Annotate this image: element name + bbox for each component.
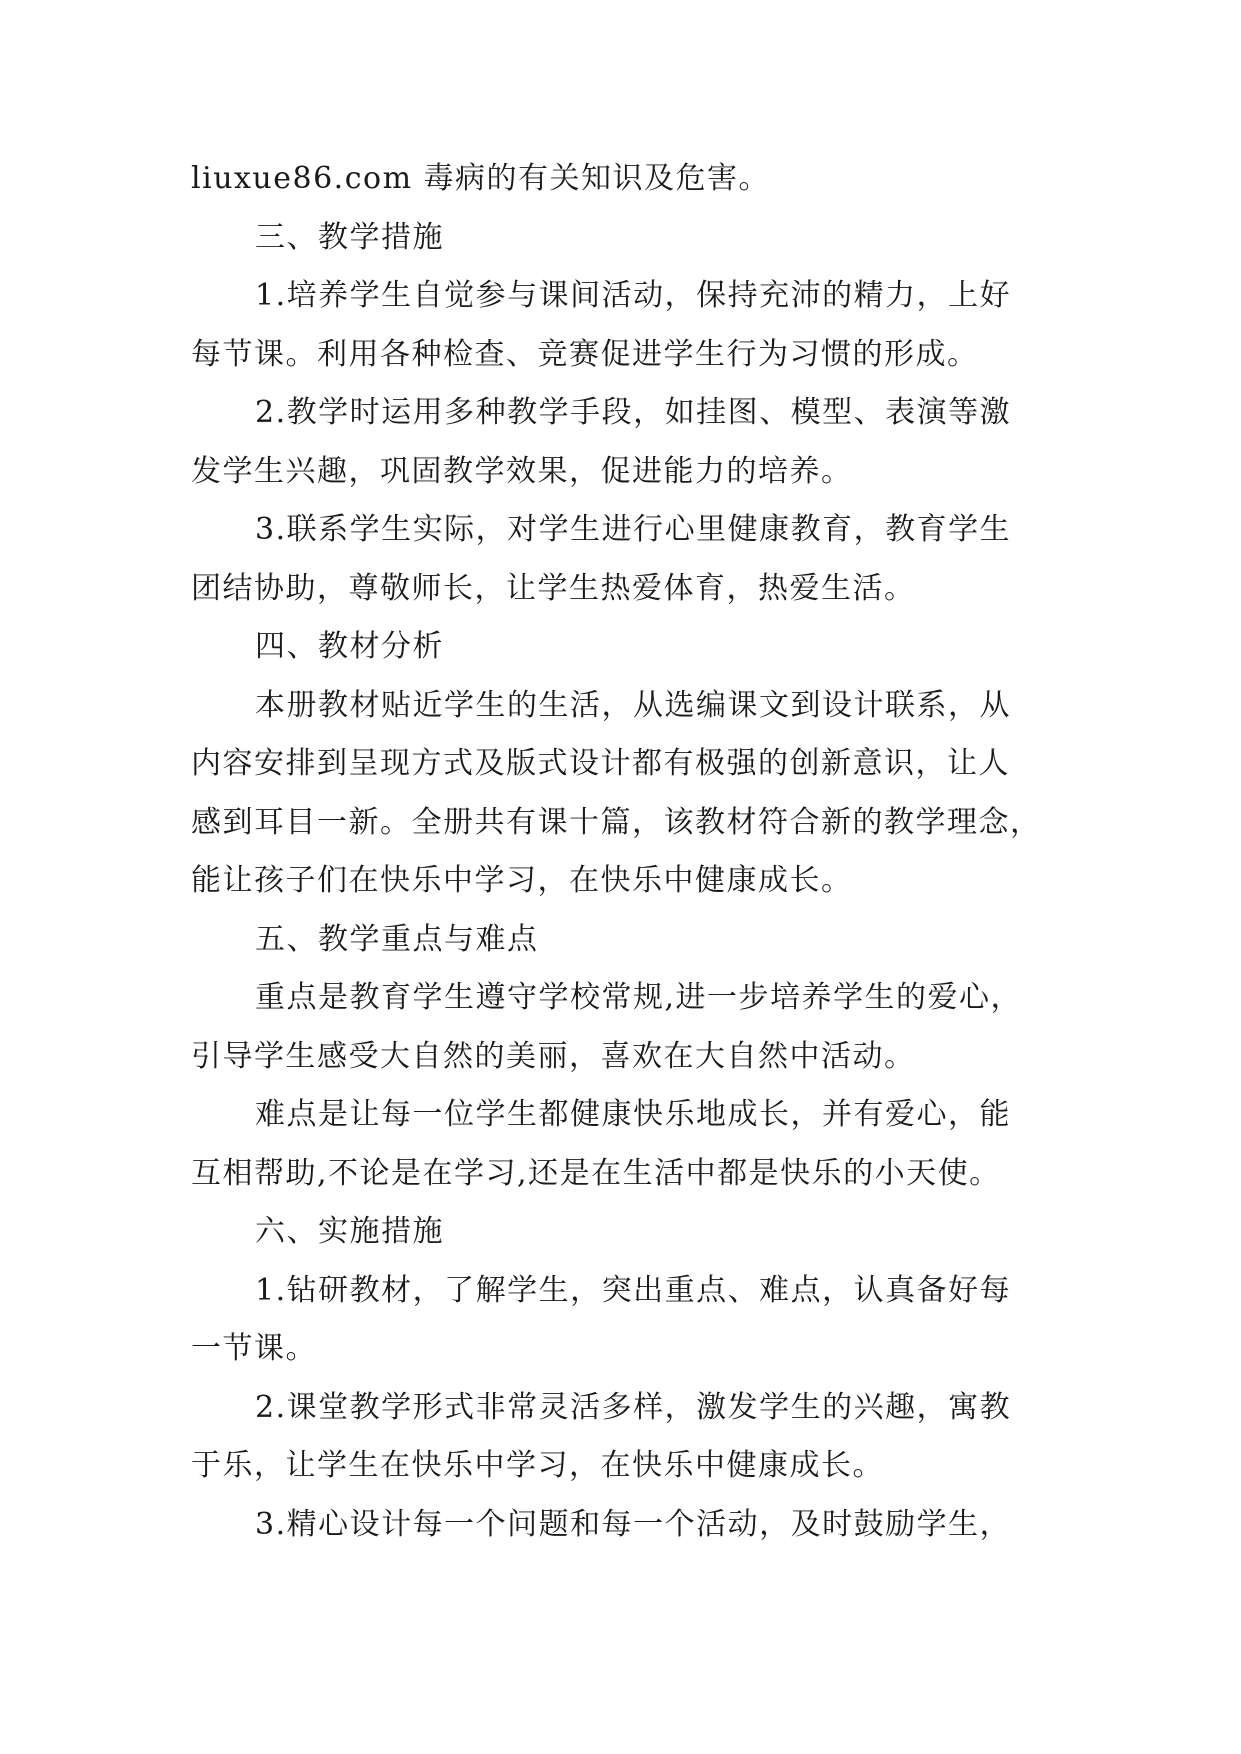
text-line: 重点是教育学生遵守学校常规,进一步培养学生的爱心， <box>255 980 1023 1015</box>
text-line: 1.钻研教材，了解学生，突出重点、难点，认真备好每 <box>255 1272 1012 1308</box>
text-line: 团结协助，尊敬师长，让学生热爱体育，热爱生活。 <box>191 570 916 606</box>
section-heading: 三、教学措施 <box>255 219 444 255</box>
text-line: 于乐，让学生在快乐中学习，在快乐中健康成长。 <box>191 1448 884 1483</box>
section-heading: 四、教材分析 <box>255 629 444 664</box>
text-line: 内容安排到呈现方式及版式设计都有极强的创新意识，让人 <box>191 746 1010 781</box>
text-line: 发学生兴趣，巩固教学效果，促进能力的培养。 <box>191 453 853 489</box>
text-line: liuxue86.com 毒病的有关知识及危害。 <box>191 161 771 196</box>
text-line: 难点是让每一位学生都健康快乐地成长，并有爱心，能 <box>255 1097 1011 1132</box>
text-line: 一节课。 <box>191 1331 317 1366</box>
section-heading: 六、实施措施 <box>255 1214 444 1249</box>
text-line: 3.精心设计每一个问题和每一个活动，及时鼓励学生， <box>255 1506 1012 1542</box>
text-line: 3.联系学生实际，对学生进行心里健康教育，教育学生 <box>255 512 1012 547</box>
text-line: 2.教学时运用多种教学手段，如挂图、模型、表演等激 <box>255 395 1012 430</box>
text-line: 能让孩子们在快乐中学习，在快乐中健康成长。 <box>191 863 853 898</box>
document-body <box>191 150 1071 1554</box>
text-line: 本册教材贴近学生的生活，从选编课文到设计联系，从 <box>255 687 1011 723</box>
text-line: 引导学生感受大自然的美丽，喜欢在大自然中活动。 <box>191 1038 916 1074</box>
text-line: 感到耳目一新。全册共有课十篇，该教材符合新的教学理念， <box>191 804 1042 840</box>
text-line: 2.课堂教学形式非常灵活多样，激发学生的兴趣，寓教 <box>255 1389 1012 1425</box>
text-line: 互相帮助,不论是在学习,还是在生活中都是快乐的小天使。 <box>191 1155 1001 1191</box>
section-heading: 五、教学重点与难点 <box>255 921 539 957</box>
text-line: 1.培养学生自觉参与课间活动，保持充沛的精力，上好 <box>255 278 1012 313</box>
text-line: 每节课。利用各种检查、竞赛促进学生行为习惯的形成。 <box>191 336 979 372</box>
